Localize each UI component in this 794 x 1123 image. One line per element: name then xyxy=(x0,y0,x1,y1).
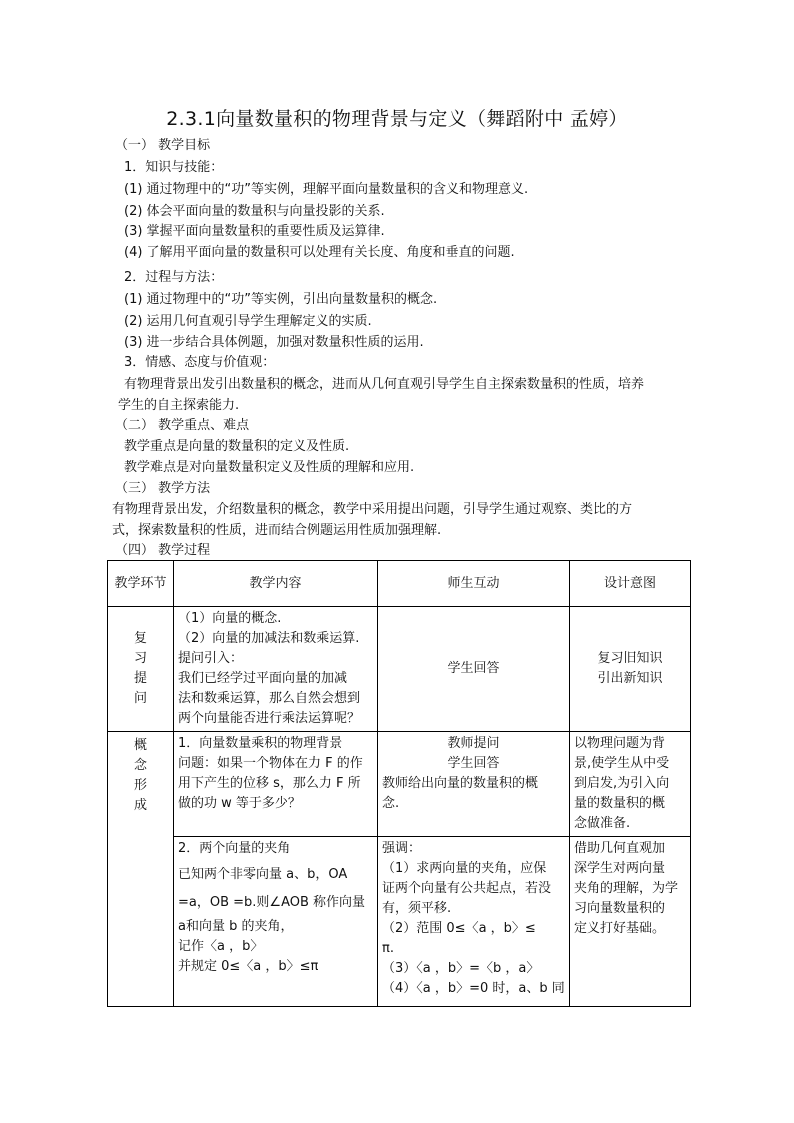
intent-line: 景,使学生从中受 xyxy=(574,756,670,771)
intent-line: 以物理问题为背 xyxy=(574,736,666,751)
intent-line: 引出新知识 xyxy=(597,671,663,686)
intent-line: 深学生对两向量 xyxy=(574,861,666,876)
intent-line: 到启发,为引入向 xyxy=(574,776,670,791)
interaction-line: 学生回答 xyxy=(447,756,500,771)
stage-char: 提 xyxy=(133,671,147,686)
content-line: 提问引入： xyxy=(178,651,244,666)
intent-cell xyxy=(570,837,691,1007)
header-intent: 设计意图 xyxy=(570,561,691,607)
interaction-line: 有，须平移. xyxy=(382,901,452,916)
intent-line: 量的数量积的概 xyxy=(574,796,666,811)
content-cell xyxy=(174,607,378,732)
content-line: 做的功 w 等于多少？ xyxy=(178,796,301,811)
paragraph: 学生的自主探索能力. xyxy=(118,398,240,413)
content-line: 我们已经学过平面向量的加减 xyxy=(178,671,348,686)
content-line: 两个向量能否进行乘法运算呢？ xyxy=(178,711,361,726)
content-line: （2）向量的加减法和数乘运算. xyxy=(178,631,360,646)
interaction-cell xyxy=(378,837,570,1007)
paragraph: 式，探索数量积的性质，进而结合例题运用性质加强理解. xyxy=(112,523,442,538)
interaction-line: π. xyxy=(382,941,394,956)
content-line: 2．两个向量的夹角 xyxy=(178,841,291,856)
section-heading: （四） 教学过程 xyxy=(115,543,211,558)
interaction-line: 强调： xyxy=(382,841,422,856)
interaction-line: 念. xyxy=(382,796,400,811)
content-line: 并规定 0≤〈a ，b〉≤π xyxy=(178,959,319,974)
intent-line: 习向量数量积的 xyxy=(574,901,666,916)
intent-cell xyxy=(570,607,691,732)
interaction-line: （1）求两向量的夹角，应保 xyxy=(382,861,547,876)
intent-line: 夹角的理解，为学 xyxy=(574,881,679,896)
interaction-line: 证两个向量有公共起点，若没 xyxy=(382,881,552,896)
interaction-cell: 学生回答 xyxy=(378,607,570,732)
intent-line: 借助几何直观加 xyxy=(574,841,666,856)
list-item: (1) 通过物理中的“功”等实例，理解平面向量数量积的含义和物理意义. xyxy=(124,182,529,197)
header-interaction: 师生互动 xyxy=(378,561,570,607)
stage-char: 形 xyxy=(133,778,147,793)
subsection-heading: 1．知识与技能： xyxy=(124,160,224,175)
content-line: 用下产生的位移 s，那么力 F 所 xyxy=(178,776,361,791)
list-item: (2) 运用几何直观引导学生理解定义的实质. xyxy=(124,314,372,329)
content-line: （1）向量的概念. xyxy=(178,611,282,626)
stage-char: 念 xyxy=(133,758,147,773)
stage-cell xyxy=(108,607,174,732)
content-cell xyxy=(174,732,378,837)
subsection-heading: 3．情感、态度与价值观： xyxy=(124,355,276,370)
stage-char: 概 xyxy=(133,738,147,753)
subsection-heading: 2．过程与方法： xyxy=(124,270,224,285)
stage-char: 成 xyxy=(133,798,147,813)
interaction-line: （2）范围 0≤〈a ，b〉≤ xyxy=(382,921,536,936)
table-row xyxy=(108,732,691,837)
content-cell xyxy=(174,837,378,1007)
paragraph: 有物理背景出发引出数量积的概念，进而从几何直观引导学生自主探索数量积的性质，培养 xyxy=(124,377,645,392)
content-line: 法和数乘运算，那么自然会想到 xyxy=(178,691,361,706)
stage-char: 问 xyxy=(133,691,147,706)
table-header-row xyxy=(108,561,691,607)
section-heading: （一） 教学目标 xyxy=(115,138,211,153)
content-line: =a，OB =b.则∠AOB 称作向量 xyxy=(178,895,366,910)
content-line: 已知两个非零向量 a、b，OA xyxy=(178,867,348,882)
list-item: (3) 进一步结合具体例题，加强对数量积性质的运用. xyxy=(124,335,424,350)
paragraph: 有物理背景出发，介绍数量积的概念，教学中采用提出问题，引导学生通过观察、类比的方 xyxy=(112,502,633,517)
paragraph: 教学难点是对向量数量积定义及性质的理解和应用. xyxy=(124,460,415,475)
intent-line: 复习旧知识 xyxy=(597,651,663,666)
list-item: (1) 通过物理中的“功”等实例，引出向量数量积的概念. xyxy=(124,292,438,307)
section-heading: （三） 教学方法 xyxy=(115,481,211,496)
list-item: (3) 掌握平面向量数量积的重要性质及运算律. xyxy=(124,224,385,239)
stage-char: 习 xyxy=(133,651,147,666)
intent-line: 念做准备. xyxy=(574,816,631,831)
intent-cell xyxy=(570,732,691,837)
content-line: 记作〈a ，b〉 xyxy=(178,939,264,954)
list-item: (4) 了解用平面向量的数量积可以处理有关长度、角度和垂直的问题. xyxy=(124,245,515,260)
stage-cell xyxy=(108,732,174,1007)
table-row xyxy=(108,607,691,732)
interaction-line: （4）〈a ，b〉=0 时，a、b 同 xyxy=(382,981,565,996)
section-heading: （二） 教学重点、难点 xyxy=(115,418,250,433)
intent-line: 定义打好基础。 xyxy=(574,921,666,936)
interaction-cell xyxy=(378,732,570,837)
page-title: 2.3.1向量数量积的物理背景与定义（舞蹈附中 孟婷） xyxy=(166,108,628,130)
header-stage: 教学环节 xyxy=(108,561,174,607)
teaching-process-table xyxy=(107,560,691,1007)
content-line: 问题：如果一个物体在力 F 的作 xyxy=(178,756,363,771)
interaction-line: 教师提问 xyxy=(447,736,500,751)
content-line: a和向量 b 的夹角， xyxy=(178,919,294,934)
paragraph: 教学重点是向量的数量积的定义及性质. xyxy=(124,439,350,454)
list-item: (2) 体会平面向量的数量积与向量投影的关系. xyxy=(124,204,385,219)
interaction-line: （3）〈a ，b〉=〈b ，a〉 xyxy=(382,961,540,976)
interaction-line: 教师给出向量的数量积的概 xyxy=(382,776,539,791)
content-line: 1．向量数量乘积的物理背景 xyxy=(178,736,343,751)
header-content: 教学内容 xyxy=(174,561,378,607)
table-row xyxy=(108,837,691,1007)
stage-char: 复 xyxy=(133,631,147,646)
